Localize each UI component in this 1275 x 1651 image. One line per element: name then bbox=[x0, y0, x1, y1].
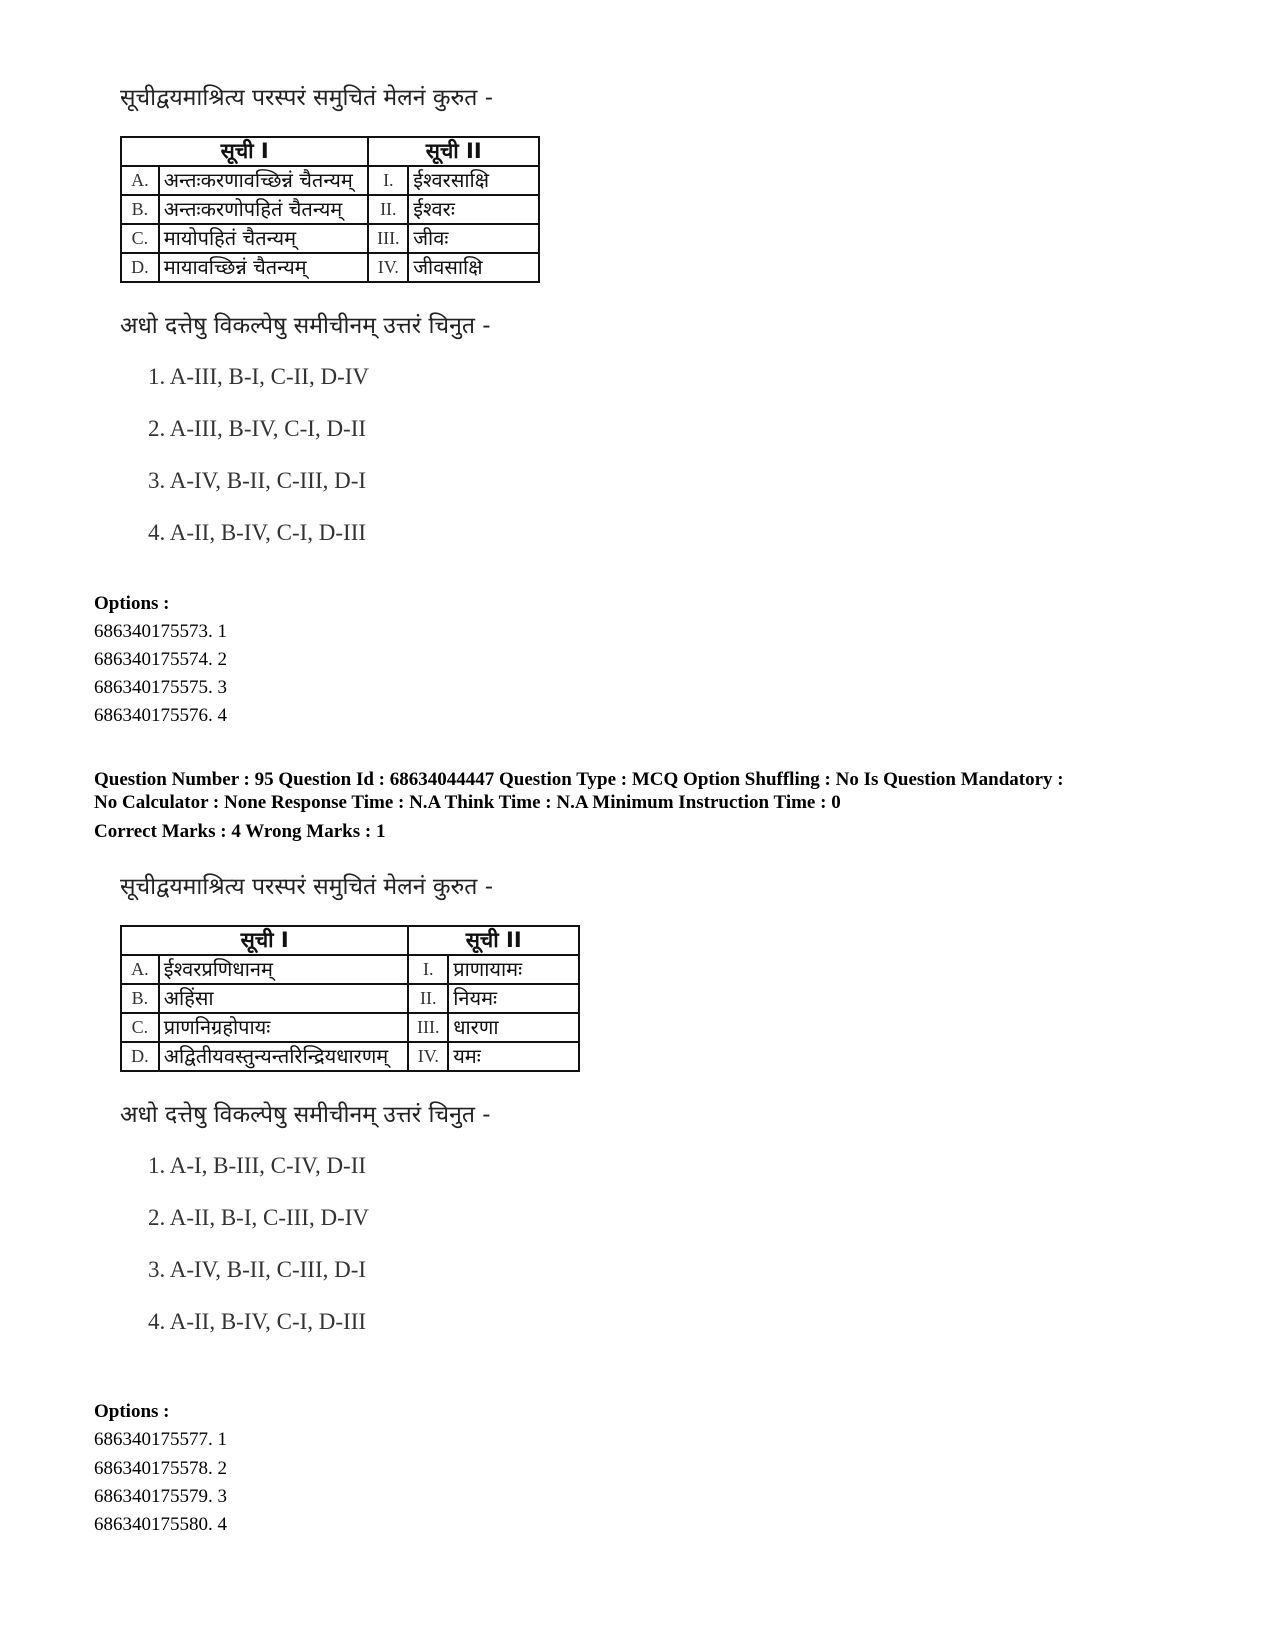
option-id: 686340175574. 2 bbox=[94, 649, 227, 670]
answer-choice-4: 4. A-II, B-IV, C-I, D-III bbox=[148, 1309, 367, 1334]
table-row bbox=[121, 224, 539, 253]
list-1-header: सूची I bbox=[121, 926, 408, 955]
row-left-text: प्राणनिग्रहोपायः bbox=[159, 1013, 409, 1042]
option-id: 686340175580. 4 bbox=[94, 1514, 227, 1535]
row-left-text: मायावच्छिन्नं चैतन्यम् bbox=[159, 253, 369, 282]
question-instruction: सूचीद्वयमाश्रित्य परस्परं समुचितं मेलनं कुरुत - bbox=[120, 874, 493, 900]
question-prompt: अधो दत्तेषु विकल्पेषु समीचीनम् उत्तरं चिनुत - bbox=[120, 1102, 491, 1128]
row-label: D. bbox=[121, 1042, 159, 1071]
table-row bbox=[121, 955, 579, 984]
answer-choice-2: 2. A-III, B-IV, C-I, D-II bbox=[148, 416, 367, 441]
row-label: II. bbox=[368, 195, 408, 224]
row-left-text: अद्वितीयवस्तुन्यन्तरिन्द्रियधारणम् bbox=[159, 1042, 409, 1071]
row-label: IV. bbox=[408, 1042, 448, 1071]
row-right-text: प्राणायामः bbox=[448, 955, 579, 984]
table-row bbox=[121, 1013, 579, 1042]
row-left-text: ईश्वरप्रणिधानम् bbox=[159, 955, 409, 984]
row-left-text: अहिंसा bbox=[159, 984, 409, 1013]
row-left-text: अन्तःकरणावच्छिन्नं चैतन्यम् bbox=[159, 166, 369, 195]
row-label: D. bbox=[121, 253, 159, 282]
options-label: Options : bbox=[94, 593, 170, 614]
row-label: A. bbox=[121, 166, 159, 195]
question-meta-line-1: Question Number : 95 Question Id : 68634044447 Question Type : MCQ Option Shuffling : No Is Question Mandatory : bbox=[94, 769, 1064, 790]
option-id: 686340175579. 3 bbox=[94, 1486, 227, 1507]
table-header-row bbox=[121, 926, 579, 955]
row-label: I. bbox=[368, 166, 408, 195]
row-right-text: ईश्वरसाक्षि bbox=[408, 166, 539, 195]
row-label: C. bbox=[121, 224, 159, 253]
row-label: IV. bbox=[368, 253, 408, 282]
row-label: C. bbox=[121, 1013, 159, 1042]
list-2-header: सूची II bbox=[408, 926, 579, 955]
row-right-text: जीवसाक्षि bbox=[408, 253, 539, 282]
row-label: B. bbox=[121, 195, 159, 224]
list-1-header: सूची I bbox=[121, 137, 368, 166]
row-right-text: ईश्वरः bbox=[408, 195, 539, 224]
answer-choice-1: 1. A-I, B-III, C-IV, D-II bbox=[148, 1153, 367, 1178]
answer-choice-1: 1. A-III, B-I, C-II, D-IV bbox=[148, 364, 369, 389]
question-meta-line-2: No Calculator : None Response Time : N.A Think Time : N.A Minimum Instruction Time : 0 bbox=[94, 792, 841, 813]
answer-choice-2: 2. A-II, B-I, C-III, D-IV bbox=[148, 1205, 369, 1230]
row-label: II. bbox=[408, 984, 448, 1013]
row-left-text: अन्तःकरणोपहितं चैतन्यम् bbox=[159, 195, 369, 224]
table-row bbox=[121, 1042, 579, 1071]
row-right-text: नियमः bbox=[448, 984, 579, 1013]
option-id: 686340175575. 3 bbox=[94, 677, 227, 698]
list-2-header: सूची II bbox=[368, 137, 539, 166]
table-row bbox=[121, 984, 579, 1013]
table-row bbox=[121, 195, 539, 224]
question-marks: Correct Marks : 4 Wrong Marks : 1 bbox=[94, 821, 386, 842]
row-label: B. bbox=[121, 984, 159, 1013]
row-label: A. bbox=[121, 955, 159, 984]
question-prompt: अधो दत्तेषु विकल्पेषु समीचीनम् उत्तरं चिनुत - bbox=[120, 313, 491, 339]
option-id: 686340175573. 1 bbox=[94, 621, 227, 642]
match-table bbox=[120, 136, 540, 283]
row-right-text: यमः bbox=[448, 1042, 579, 1071]
row-right-text: जीवः bbox=[408, 224, 539, 253]
question-instruction: सूचीद्वयमाश्रित्य परस्परं समुचितं मेलनं कुरुत - bbox=[120, 85, 493, 111]
option-id: 686340175578. 2 bbox=[94, 1458, 227, 1479]
row-right-text: धारणा bbox=[448, 1013, 579, 1042]
row-left-text: मायोपहितं चैतन्यम् bbox=[159, 224, 369, 253]
option-id: 686340175577. 1 bbox=[94, 1429, 227, 1450]
row-label: I. bbox=[408, 955, 448, 984]
options-label: Options : bbox=[94, 1401, 170, 1422]
option-id: 686340175576. 4 bbox=[94, 705, 227, 726]
table-header-row bbox=[121, 137, 539, 166]
answer-choice-3: 3. A-IV, B-II, C-III, D-I bbox=[148, 468, 367, 493]
answer-choice-3: 3. A-IV, B-II, C-III, D-I bbox=[148, 1257, 367, 1282]
row-label: III. bbox=[408, 1013, 448, 1042]
match-table bbox=[120, 925, 580, 1072]
table-row bbox=[121, 253, 539, 282]
table-row bbox=[121, 166, 539, 195]
row-label: III. bbox=[368, 224, 408, 253]
answer-choice-4: 4. A-II, B-IV, C-I, D-III bbox=[148, 520, 367, 545]
